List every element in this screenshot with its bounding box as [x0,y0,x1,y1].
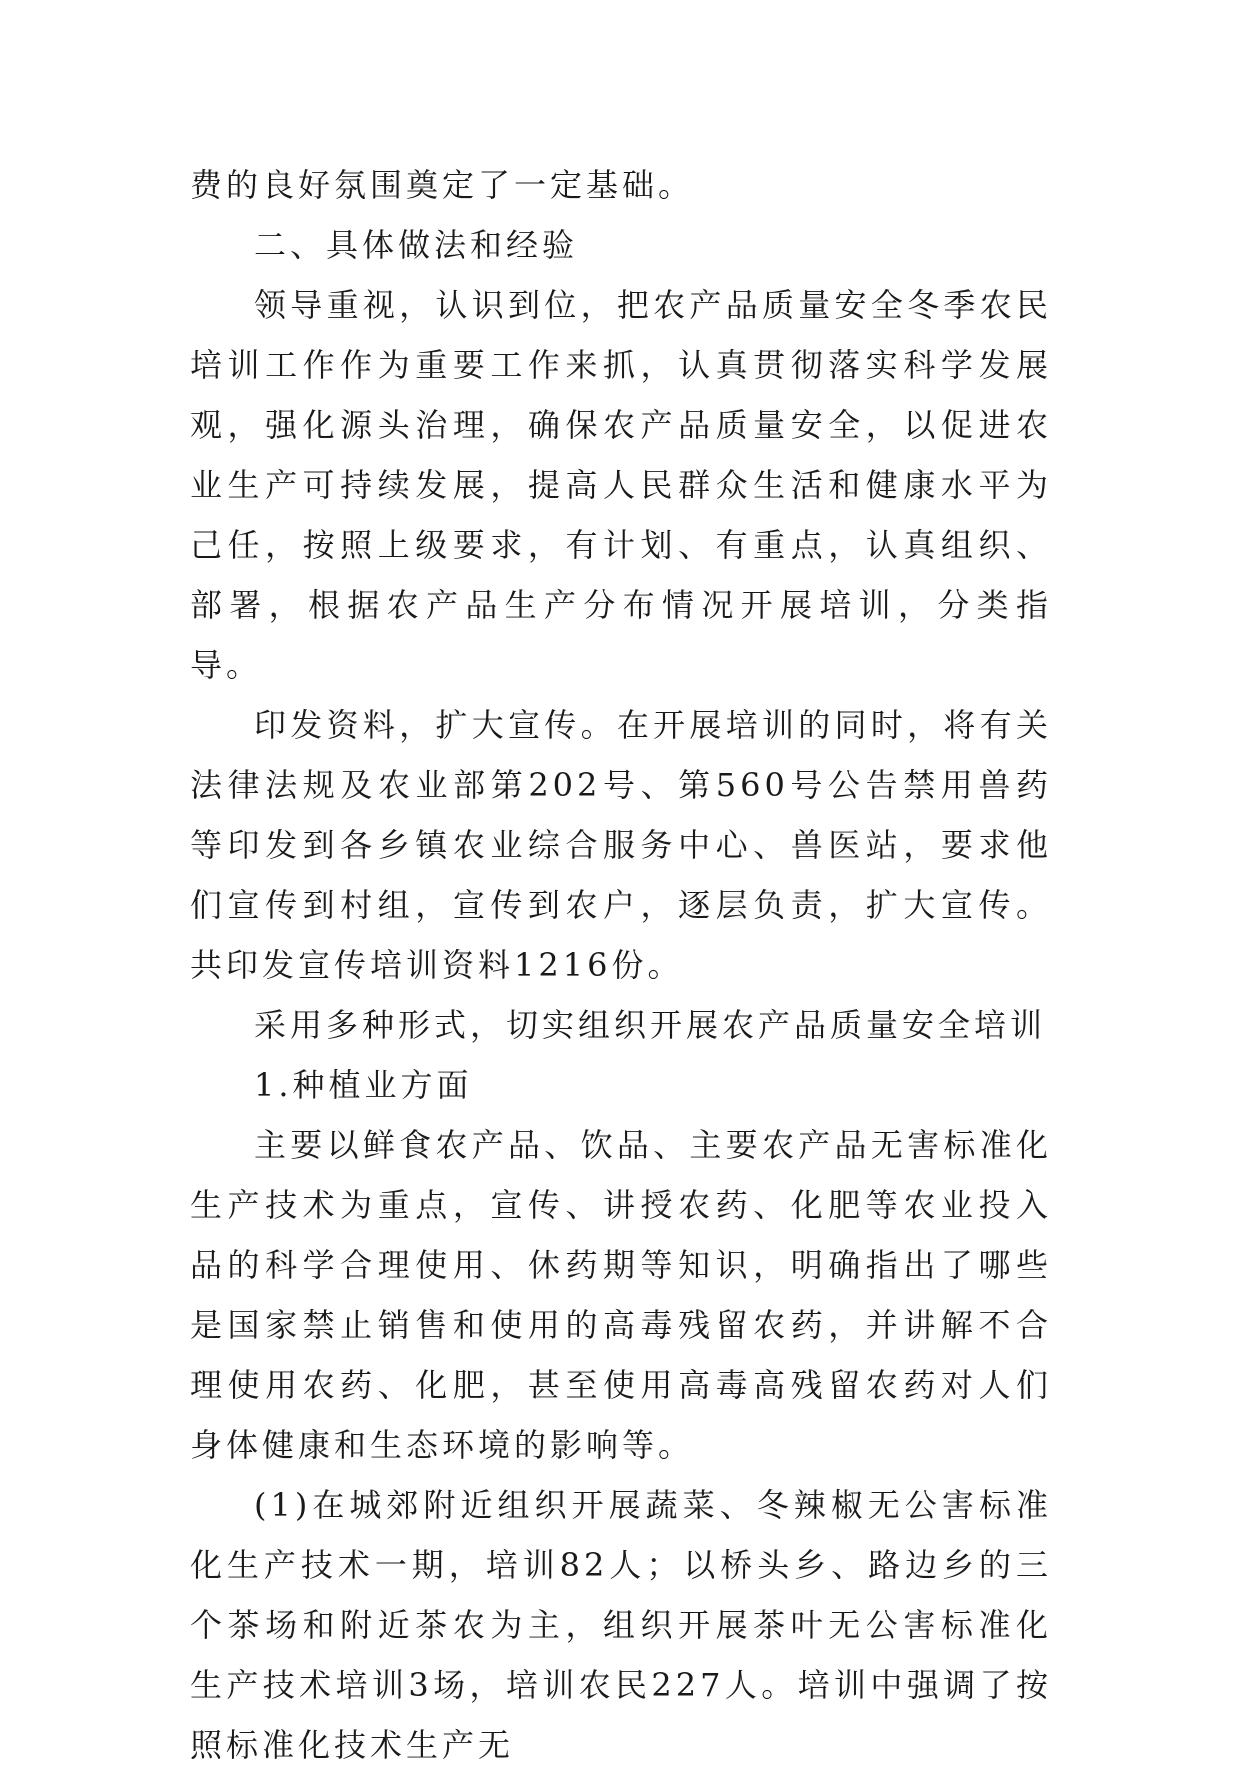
paragraph-planting: 主要以鲜食农产品、饮品、主要农产品无害标准化生产技术为重点，宣传、讲授农药、化肥等农业投入品的科学合理使用、休药期等知识，明确指出了哪些是国家禁止销售和使用的高毒残留农药，并讲解不合理使用农药、化肥，甚至使用高毒高残留农药对人们身体健康和生态环境的影响等。 [190,1126,1052,1464]
paragraph-materials: 印发资料，扩大宣传。在开展培训的同时，将有关法律法规及农业部第202号、第560号公告禁用兽药等印发到各乡镇农业综合服务中心、兽医站，要求他们宣传到村组，宣传到农户，逐层负责，扩大宣传。共印发宣传培训资料1216份。 [190,706,1052,984]
subheading-training-forms: 采用多种形式，切实组织开展农产品质量安全培训 [254,1006,1047,1044]
paragraph-continuation: 费的良好氛围奠定了一定基础。 [190,166,695,204]
subheading-planting: 1.种植业方面 [254,1066,473,1104]
paragraph-item-1: (1)在城郊附近组织开展蔬菜、冬辣椒无公害标准化生产技术一期，培训82人；以桥头乡、路边乡的三个茶场和附近茶农为主，组织开展茶叶无公害标准化生产技术培训3场，培训农民227人。培训中强调了按照标准化技术生产无 [190,1486,1052,1764]
document-body [190,155,1052,1775]
paragraph-leadership: 领导重视，认识到位，把农产品质量安全冬季农民培训工作作为重要工作来抓，认真贯彻落实科学发展观，强化源头治理，确保农产品质量安全，以促进农业生产可持续发展，提高人民群众生活和健康水平为己任，按照上级要求，有计划、有重点，认真组织、部署，根据农产品生产分布情况开展培训，分类指导。 [190,286,1052,684]
section-heading: 二、具体做法和经验 [254,226,579,264]
